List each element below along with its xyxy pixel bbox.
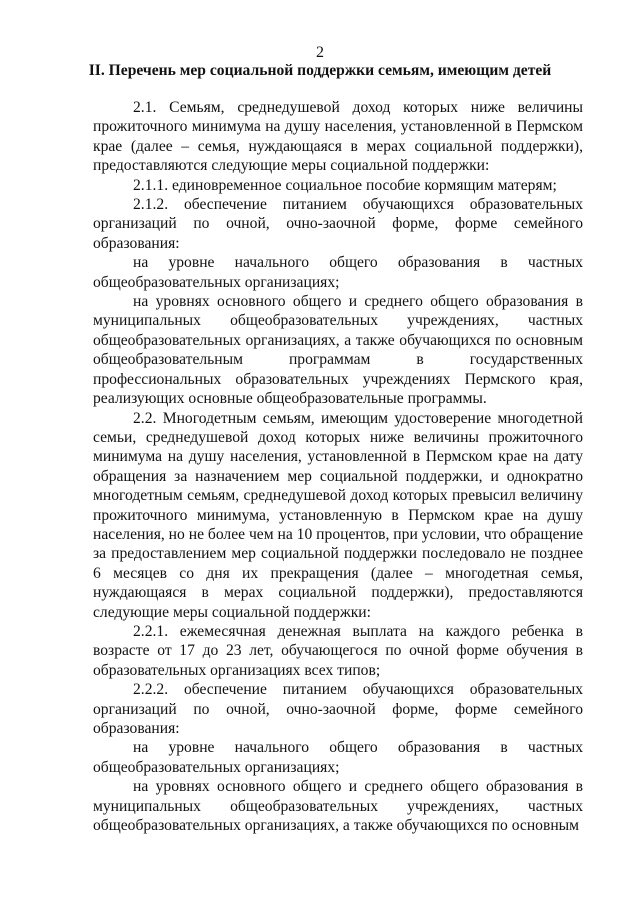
- paragraph-2-2-2: 2.2.2. обеспечение питанием обучающихся образовательных организаций по очной, очно-заочной форме, форме семейного образования:: [93, 681, 583, 737]
- paragraph-2-1-2-primary: на уровне начального общего образования в частных общеобразовательных организациях;: [93, 254, 583, 291]
- page-number: 2: [316, 44, 324, 61]
- section-title: II. Перечень мер социальной поддержки семьям, имеющим детей: [88, 62, 552, 79]
- paragraph-2-2-2-secondary: на уровнях основного общего и среднего общего образования в муниципальных общеобразовательных учреждениях, частных общеобразовательных организациях, а также обучающихся по основным: [93, 778, 583, 835]
- paragraph-2-1: 2.1. Семьям, среднедушевой доход которых ниже величины прожиточного минимума на душу населения, установленной в Пермском крае (далее – семья, нуждающаяся в мерах социальной поддержки), предоставляются следующие меры социальной поддержки:: [93, 99, 583, 175]
- paragraph-2-2: 2.2. Многодетным семьям, имеющим удостоверение многодетной семьи, среднедушевой доход которых ниже величины прожиточного минимума на душу населения, установленной в Пермском крае на дату обращения за назначением мер социальной поддержки, и однократно многодетным семьям, среднедушевой доход которых превысил величину прожиточного минимума, установленную в Пермском крае на душу населения, но не более чем на 10 процентов, при условии, что обращение за предоставлением мер социальной поддержки последовало не позднее 6 месяцев со дня их прекращения (далее – многодетная семья, нуждающаяся в мерах социальной поддержки), предоставляются следующие меры социальной поддержки:: [93, 409, 583, 621]
- document-body: [93, 98, 583, 835]
- paragraph-2-1-2: 2.1.2. обеспечение питанием обучающихся образовательных организаций по очной, очно-заочной форме, форме семейного образования:: [93, 196, 583, 252]
- paragraph-2-2-1: 2.2.1. ежемесячная денежная выплата на каждого ребенка в возрасте от 17 до 23 лет, обучающегося по очной форме обучения в образовательных организациях всех типов;: [93, 622, 583, 679]
- paragraph-2-1-1: 2.1.1. единовременное социальное пособие кормящим матерям;: [133, 176, 557, 194]
- paragraph-2-2-2-primary: на уровне начального общего образования в частных общеобразовательных организациях;: [93, 739, 583, 776]
- paragraph-2-1-2-secondary: на уровнях основного общего и среднего общего образования в муниципальных общеобразовательных учреждениях, частных общеобразовательных организациях, а также обучающихся по основным общеобразовательным программам в государственных профессиональных образовательных учреждениях Пермского края, реализующих основные общеобразовательные программы.: [93, 293, 583, 408]
